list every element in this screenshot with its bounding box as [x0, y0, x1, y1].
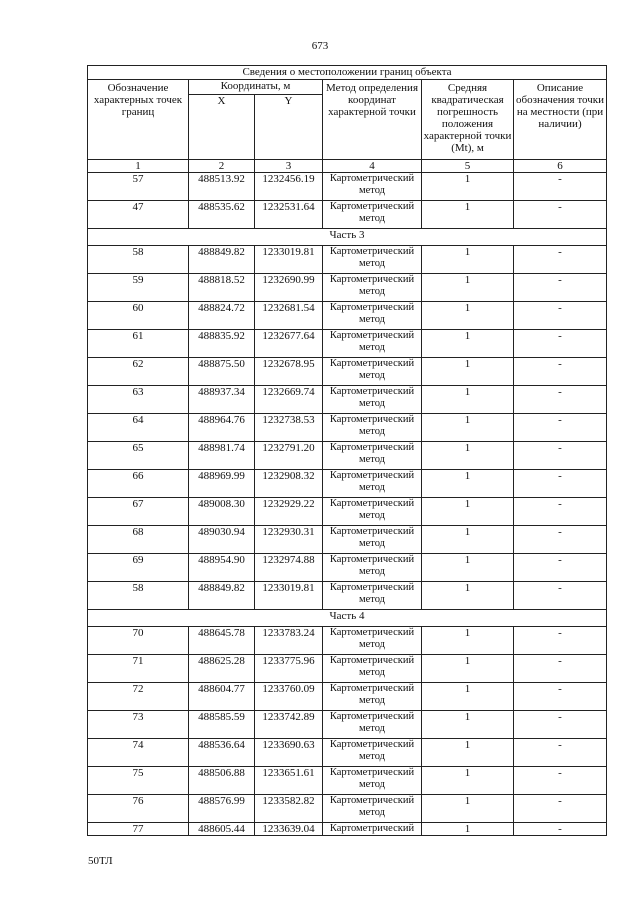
point-id: 63 [88, 386, 189, 414]
coord-x: 488875.50 [189, 358, 255, 386]
coord-x: 488981.74 [189, 442, 255, 470]
mean-error: 1 [422, 173, 514, 201]
coord-y: 1232791.20 [255, 442, 323, 470]
footer-code: 50ТЛ [88, 855, 113, 867]
method: Картометрический метод [323, 274, 422, 302]
coord-x: 488536.64 [189, 739, 255, 767]
coord-x: 488535.62 [189, 201, 255, 229]
col-number: 3 [255, 160, 323, 173]
mean-error: 1 [422, 386, 514, 414]
coord-x: 488645.78 [189, 627, 255, 655]
col-number: 1 [88, 160, 189, 173]
method: Картометрический метод [323, 246, 422, 274]
table-row [88, 582, 607, 610]
mean-error: 1 [422, 823, 514, 836]
coord-y: 1233783.24 [255, 627, 323, 655]
mean-error: 1 [422, 739, 514, 767]
table-row [88, 627, 607, 655]
coord-y: 1233019.81 [255, 582, 323, 610]
part-label: Часть 3 [88, 229, 607, 246]
mean-error: 1 [422, 274, 514, 302]
coord-y: 1232669.74 [255, 386, 323, 414]
description: - [514, 201, 607, 229]
point-id: 70 [88, 627, 189, 655]
part-row [88, 610, 607, 627]
point-id: 57 [88, 173, 189, 201]
method: Картометрический метод [323, 358, 422, 386]
coord-y: 1232908.32 [255, 470, 323, 498]
coord-x: 488513.92 [189, 173, 255, 201]
description: - [514, 683, 607, 711]
table-row [88, 795, 607, 823]
column-number-row [88, 160, 607, 173]
table-row [88, 358, 607, 386]
method: Картометрический [323, 823, 422, 836]
point-id: 67 [88, 498, 189, 526]
description: - [514, 302, 607, 330]
coord-x: 488835.92 [189, 330, 255, 358]
point-id: 47 [88, 201, 189, 229]
method: Картометрический метод [323, 302, 422, 330]
coord-y: 1232930.31 [255, 526, 323, 554]
coord-x: 489008.30 [189, 498, 255, 526]
coord-x: 488824.72 [189, 302, 255, 330]
point-id: 75 [88, 767, 189, 795]
coord-y: 1233775.96 [255, 655, 323, 683]
mean-error: 1 [422, 627, 514, 655]
description: - [514, 739, 607, 767]
method: Картометрический метод [323, 386, 422, 414]
point-id: 72 [88, 683, 189, 711]
description: - [514, 414, 607, 442]
coord-x: 488849.82 [189, 246, 255, 274]
header-method: Метод определения координат характерной точки [323, 80, 422, 160]
table-title: Сведения о местоположении границ объекта [88, 66, 607, 80]
coord-y: 1232929.22 [255, 498, 323, 526]
coord-y: 1233760.09 [255, 683, 323, 711]
method: Картометрический метод [323, 767, 422, 795]
table-row [88, 767, 607, 795]
coord-x: 488605.44 [189, 823, 255, 836]
method: Картометрический метод [323, 739, 422, 767]
coord-y: 1232681.54 [255, 302, 323, 330]
description: - [514, 470, 607, 498]
coord-y: 1233639.04 [255, 823, 323, 836]
method: Картометрический метод [323, 795, 422, 823]
table-row [88, 246, 607, 274]
method: Картометрический метод [323, 470, 422, 498]
table-row [88, 173, 607, 201]
header-x: X [189, 95, 255, 160]
table-row [88, 498, 607, 526]
method: Картометрический метод [323, 554, 422, 582]
mean-error: 1 [422, 201, 514, 229]
coord-x: 488604.77 [189, 683, 255, 711]
description: - [514, 330, 607, 358]
point-id: 58 [88, 582, 189, 610]
mean-error: 1 [422, 330, 514, 358]
table-row [88, 711, 607, 739]
method: Картометрический метод [323, 330, 422, 358]
table-row [88, 683, 607, 711]
header-description: Описание обозначения точки на местности (при наличии) [514, 80, 607, 160]
table-row [88, 414, 607, 442]
table-row [88, 655, 607, 683]
point-id: 74 [88, 739, 189, 767]
coord-x: 488964.76 [189, 414, 255, 442]
mean-error: 1 [422, 582, 514, 610]
coord-y: 1232974.88 [255, 554, 323, 582]
description: - [514, 498, 607, 526]
method: Картометрический метод [323, 683, 422, 711]
mean-error: 1 [422, 554, 514, 582]
coord-y: 1233019.81 [255, 246, 323, 274]
point-id: 60 [88, 302, 189, 330]
part-row [88, 229, 607, 246]
mean-error: 1 [422, 414, 514, 442]
coord-y: 1232531.64 [255, 201, 323, 229]
page-number: 673 [311, 40, 329, 52]
method: Картометрический метод [323, 201, 422, 229]
method: Картометрический метод [323, 498, 422, 526]
description: - [514, 795, 607, 823]
coord-x: 489030.94 [189, 526, 255, 554]
table-row [88, 330, 607, 358]
mean-error: 1 [422, 498, 514, 526]
method: Картометрический метод [323, 442, 422, 470]
description: - [514, 823, 607, 836]
description: - [514, 442, 607, 470]
boundary-table [87, 65, 607, 836]
method: Картометрический метод [323, 582, 422, 610]
description: - [514, 627, 607, 655]
table-row [88, 823, 607, 836]
description: - [514, 526, 607, 554]
coord-x: 488818.52 [189, 274, 255, 302]
col-number: 6 [514, 160, 607, 173]
table-row [88, 201, 607, 229]
coord-y: 1233690.63 [255, 739, 323, 767]
table-row [88, 386, 607, 414]
description: - [514, 274, 607, 302]
table-row [88, 302, 607, 330]
table-row [88, 470, 607, 498]
mean-error: 1 [422, 358, 514, 386]
point-id: 77 [88, 823, 189, 836]
description: - [514, 173, 607, 201]
point-id: 65 [88, 442, 189, 470]
coord-y: 1233742.89 [255, 711, 323, 739]
point-id: 64 [88, 414, 189, 442]
mean-error: 1 [422, 470, 514, 498]
col-number: 2 [189, 160, 255, 173]
coord-x: 488576.99 [189, 795, 255, 823]
coord-x: 488937.34 [189, 386, 255, 414]
point-id: 68 [88, 526, 189, 554]
table-row [88, 274, 607, 302]
method: Картометрический метод [323, 655, 422, 683]
mean-error: 1 [422, 767, 514, 795]
point-id: 73 [88, 711, 189, 739]
description: - [514, 554, 607, 582]
header-y: Y [255, 95, 323, 160]
point-id: 58 [88, 246, 189, 274]
method: Картометрический метод [323, 711, 422, 739]
description: - [514, 767, 607, 795]
table-row [88, 739, 607, 767]
coord-y: 1232690.99 [255, 274, 323, 302]
table-row [88, 554, 607, 582]
part-label: Часть 4 [88, 610, 607, 627]
coord-x: 488585.59 [189, 711, 255, 739]
mean-error: 1 [422, 442, 514, 470]
header-designation: Обозначение характерных точек границ [88, 80, 189, 160]
mean-error: 1 [422, 711, 514, 739]
method: Картометрический метод [323, 627, 422, 655]
point-id: 59 [88, 274, 189, 302]
col-number: 5 [422, 160, 514, 173]
coord-x: 488506.88 [189, 767, 255, 795]
coord-y: 1233651.61 [255, 767, 323, 795]
coord-y: 1232456.19 [255, 173, 323, 201]
point-id: 76 [88, 795, 189, 823]
mean-error: 1 [422, 302, 514, 330]
coord-y: 1232738.53 [255, 414, 323, 442]
coord-y: 1232677.64 [255, 330, 323, 358]
coord-y: 1232678.95 [255, 358, 323, 386]
mean-error: 1 [422, 795, 514, 823]
table-row [88, 442, 607, 470]
point-id: 71 [88, 655, 189, 683]
col-number: 4 [323, 160, 422, 173]
mean-error: 1 [422, 526, 514, 554]
coord-x: 488969.99 [189, 470, 255, 498]
mean-error: 1 [422, 246, 514, 274]
coord-x: 488954.90 [189, 554, 255, 582]
table-row [88, 526, 607, 554]
mean-error: 1 [422, 655, 514, 683]
point-id: 61 [88, 330, 189, 358]
description: - [514, 711, 607, 739]
point-id: 66 [88, 470, 189, 498]
coord-x: 488625.28 [189, 655, 255, 683]
method: Картометрический метод [323, 414, 422, 442]
mean-error: 1 [422, 683, 514, 711]
header-coords: Координаты, м [189, 80, 323, 95]
header-error: Средняя квадратическая погрешность положения характерной точки (Mt), м [422, 80, 514, 160]
point-id: 62 [88, 358, 189, 386]
coord-x: 488849.82 [189, 582, 255, 610]
point-id: 69 [88, 554, 189, 582]
description: - [514, 386, 607, 414]
method: Картометрический метод [323, 173, 422, 201]
description: - [514, 655, 607, 683]
method: Картометрический метод [323, 526, 422, 554]
coord-y: 1233582.82 [255, 795, 323, 823]
description: - [514, 246, 607, 274]
description: - [514, 358, 607, 386]
description: - [514, 582, 607, 610]
